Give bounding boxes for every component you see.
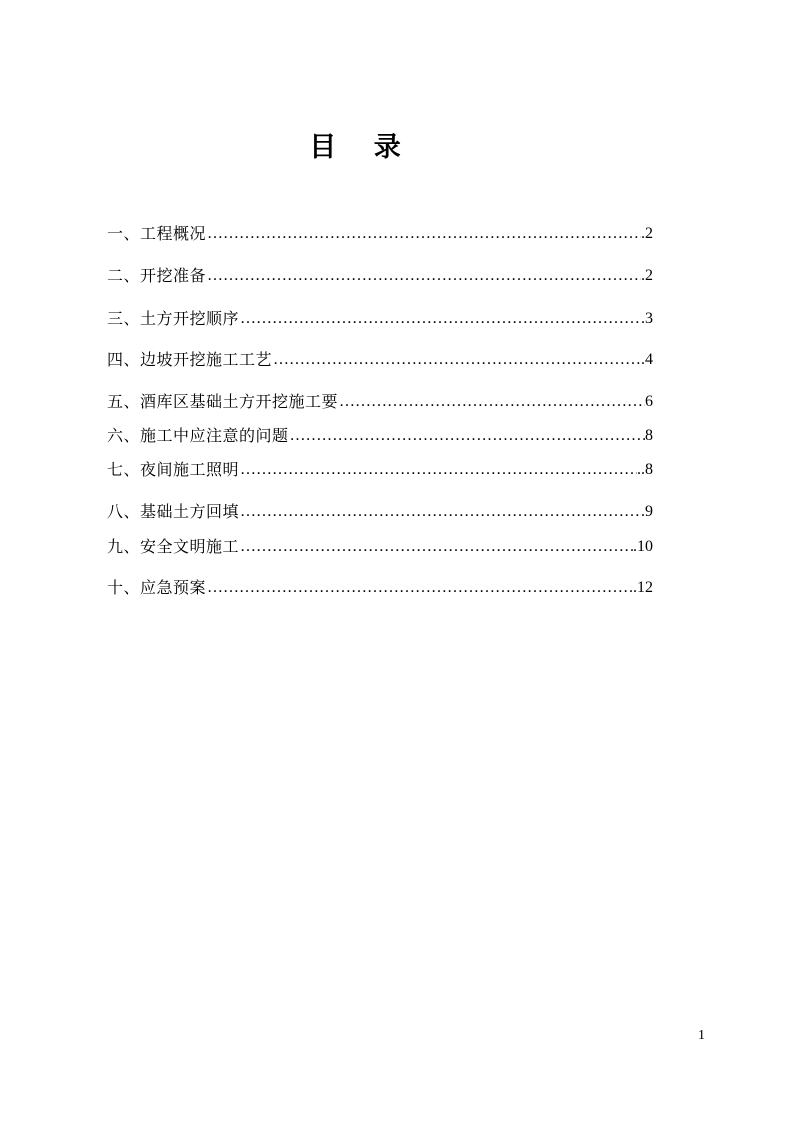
- toc-entry[interactable]: [107, 573, 653, 599]
- toc-entry[interactable]: [107, 219, 653, 245]
- toc-entry-page: .10: [633, 538, 653, 555]
- toc-entry-label: 八、基础土方回填: [107, 502, 240, 521]
- toc-entry-page: .2: [641, 267, 653, 284]
- toc-entry-label: 十、应急预案: [107, 578, 207, 597]
- toc-entry-label: 九、安全文明施工: [107, 537, 240, 556]
- toc-entry[interactable]: [107, 421, 653, 447]
- toc-dot-leader: [206, 577, 633, 599]
- toc-entry-label: 二、开挖准备: [107, 266, 207, 285]
- toc-entry-page: ..8: [637, 461, 653, 478]
- toc-entry-page: .2: [641, 225, 653, 242]
- toc-dot-leader: [239, 308, 641, 330]
- toc-entry-page: 8: [645, 427, 653, 444]
- toc-entry[interactable]: [107, 345, 653, 371]
- toc-entry-label: 六、施工中应注意的问题: [107, 426, 289, 445]
- toc-entry-label: 七、夜间施工照明: [107, 460, 240, 479]
- toc-entry-page: .9: [641, 503, 653, 520]
- toc-dot-leader: [338, 391, 645, 413]
- toc-dot-leader: [289, 425, 645, 447]
- toc-entry-label: 一、工程概况: [107, 224, 207, 243]
- toc-entry-page: .4: [641, 351, 653, 368]
- toc-title: 目 录: [309, 132, 415, 163]
- toc-entry-page: 6: [645, 393, 653, 410]
- toc-entry[interactable]: [107, 532, 653, 558]
- toc-entry-label: 三、土方开挖顺序: [107, 309, 240, 328]
- toc-dot-leader: [239, 459, 637, 481]
- toc-dot-leader: [206, 265, 641, 287]
- toc-entry-page: .12: [633, 579, 653, 596]
- toc-entry[interactable]: [107, 261, 653, 287]
- toc-dot-leader: [206, 223, 641, 245]
- toc-entry-label: 四、边坡开挖施工工艺: [107, 350, 273, 369]
- toc-entry-page: .3: [641, 310, 653, 327]
- footer-page-number: 1: [698, 1028, 705, 1043]
- toc-entry[interactable]: [107, 455, 653, 481]
- toc-dot-leader: [239, 501, 641, 523]
- toc-entry[interactable]: [107, 387, 653, 413]
- toc-dot-leader: [272, 349, 641, 371]
- toc-entry-label: 五、酒库区基础土方开挖施工要: [107, 392, 339, 411]
- toc-entry[interactable]: [107, 497, 653, 523]
- toc-entry[interactable]: [107, 304, 653, 330]
- toc-dot-leader: [239, 536, 633, 558]
